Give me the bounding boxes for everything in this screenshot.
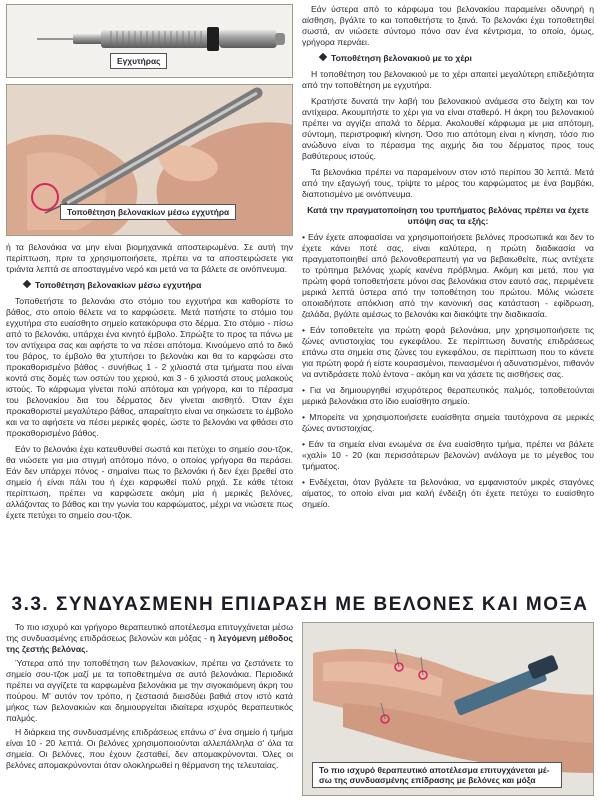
section-intro: [6, 622, 293, 655]
right-subheading-text: Τοποθέτηση βελονακιού με το χέρι: [331, 53, 472, 63]
right-subheading-hand: [302, 53, 594, 64]
right-paragraph-5: Κατά την πραγματοποίηση του τρυπήματος βελόνας πρέπει να έχετε υπόψη σας τα εξής:: [307, 205, 589, 226]
section-intro-bold: η λεγόμενη μέθοδος της ζεστής βελόνας.: [6, 633, 293, 654]
fingers-caption: Το πιο ισχυρό θεραπευτικό αποτέλεσμα επιτυγχάνεται μέ- σω της συνδυασμένης επίδρασης με βελόνες και μόξα: [312, 762, 562, 788]
left-paragraph-1: ή τα βελονάκια να μην είναι βιομηχανικά αποστειρωμένα. Σε αυτή την περίπτωση, πριν τα χρησιμοποιήσετε, πρέπει να τα αποστειρώσετε για τριάντα λεπτά σε αποσταγμένο νερό και μετά να τα βάλετε σε οινόπνευμα.: [6, 242, 293, 274]
right-paragraph-2: Η τοποθέτηση του βελονακιού με το χέρι απαιτεί μεγαλύτερη επιδεξιότητα από την τοποθέτηση με εγχυτήρα.: [302, 69, 594, 90]
section-intro-normal: Το πιο ισχυρό και γρήγορο θεραπευτικό αποτέλεσμα επιτυγχάνεται μέσω της συνδυασμένης επιδράσεως βελονών και μόξας -: [6, 622, 293, 643]
left-paragraph-3: Εάν το βελονάκι έχει κατευθυνθεί σωστά και πετύχει το σημείο σου-τζοκ, θα νιώσετε για μια στιγμή απότομο πόνο, ο οποίος γρήγορα θα περάσει. Εάν δεν υπάρχει πόνος - σημαίνει πως το βελονάκι ή δεν έχει βρεθεί στο σημείο ή είναι πάλι του ή έχει καρφωθεί πολύ ρηχά. Σε κάθε τέτοια περίπτωση, πρέπει να καρφώσετε ακόμη μία ή μερικές βελόνες, αλλάζοντας το βάθος και την γωνία του καρφώματος, μέχρι να νιώσετε πως έχετε πετύχει το σημείο σου-τζοκ.: [6, 444, 293, 520]
bullet-diamond-icon: [319, 53, 327, 61]
right-paragraph-3: Κρατήστε δυνατά την λαβή του βελονακιού ανάμεσα στο δείχτη και τον αντίχειρα. Ακουμπήστε το χέρι για να είναι σταθερό. Η άκρη του βελονακιού πρέπει να αγγίζει απαλά το δέρμα. Ακολουθεί κάρφωμα με μια απότομη, σύντομη, περιστροφική κίνηση. Όσο πιο απότομη είναι η κίνηση, τόσο πιο ανώδυνο είναι το πέρασμα της αιχμής δια του δέρματος προς τους βαθύτερους ιστούς.: [302, 96, 594, 161]
right-paragraph-4: Τα βελονάκια πρέπει να παραμείνουν στον ιστό περίπου 30 λεπτά. Μετά από την εξαγωγή τους, τρίψτε το μέρος του καρφώματος με ένα βαμβάκι, διαποτισμένο με οινόπνευμα.: [302, 167, 594, 199]
right-bullet-6: • Ενδέχεται, όταν βγάλετε τα βελονάκια, να εμφανιστούν μικρές σταγόνες αίματος, το οποίο είναι μια καλή ένδειξη ότι έχετε πετύχει το ευαίσθητο σημείο.: [302, 477, 594, 509]
left-column: [6, 4, 293, 584]
left-subheading-syringe: [6, 280, 293, 291]
right-column: [302, 4, 594, 584]
section-paragraph-2: Ύστερα από την τοποθέτηση των βελονακίων, πρέπει να ζεστάνετε το σημείο σου-τζοκ μαζί με τα τοποθετημένα σε αυτό βελονάκια. Περιοδικά πρέπει να αγγίζετε τα καρφωμένα βελονάκια με την σιγοκαιόμενη άκρη του πούρου. Μ' αυτόν τον τρόπο, η ζεστασιά διεισδύει βαθιά στον ιστό κατά μήκος των βελονακιών και δημιουργείται ιδιαίτερα ισχυρός θεραπευτικός παλμός.: [6, 658, 293, 723]
hands-caption: Τοποθέτηση βελονακίων μέσω εγχυτήρα: [60, 204, 236, 220]
syringe-caption: Εγχυτήρας: [110, 53, 167, 69]
right-bullet-3: • Για να δημιουργηθεί ισχυρότερος θεραπευτικός παλμός, τοποθετούνται μερικά βελονάκια στο ίδιο ευαίσθητο σημείο.: [302, 385, 594, 406]
section-text: [6, 622, 293, 771]
right-bullet-2: • Εάν τοποθετείτε για πρώτη φορά βελονάκια, μην χρησιμοποιήσετε τις ζώνες αντιστοιχίας του εγκεφάλου. Σε περίπτωση δυνατής επιδράσεως επάνω στα σημεία στις ζώνες του εγκεφάλου, σε περίπτωση που το κάνετε για πρώτη φορά ή είστε κουρασμένοι, πεινασμένοι ή αδυνατισμένοι, πιθανόν να αντιδράσετε πολύ έντονα - ακόμη και να χάσετε τις αισθήσεις σας.: [302, 325, 594, 379]
right-bullet-5: • Εάν τα σημεία είναι ενωμένα σε ένα ευαίσθητο τμήμα, πρέπει να βάλετε «χαλί» 10 - 20 (και περισσότερων βελονών) ανάλογα με το μέγεθος του τμήματος.: [302, 439, 594, 471]
section-title: 3.3. ΣΥΝΔΥΑΣΜΕΝΗ ΕΠΙΔΡΑΣΗ ΜΕ ΒΕΛΟΝΕΣ ΚΑΙ ΜΟΞΑ: [11, 594, 589, 615]
right-paragraph-1: Εάν ύστερα από το κάρφωμα του βελονακίου παραμείνει οδυνηρή η αίσθηση, βγάλτε το και τοποθετήστε το ξανά. Το βελονάκι έχει τοποθετηθεί σωστά, αν νιώσετε σύντομο πόνο σαν ένα κέντρισμα, το οποίο, όμως, γρήγορα περνάει.: [302, 4, 594, 47]
right-bullet-1: • Εάν έχετε αποφασίσει να χρησιμοποιήσετε βελόνες προσωπικά και δεν το έχετε κάνει ποτέ σας, είναι καλύτερα, η πρώτη διαδικασία να πραγματοποιηθεί από βελονοθεραπευτή για να βεβαιωθείτε, πως αντέχετε το τρύπημα βελόνας χωρίς κανένα πρόβλημα. Ακόμη και μετά, που για πρώτη φορά τοποθετήσετε μόνοι σας βελονάκια στον εαυτό σας, περιμένετε μερικά λεπτά ύστερα από την τοποθέτηση του πρώτου. Μόλις νιώσετε οποιαδήποτε απόκλιση από την κανονική σας κατάσταση - εφίδρωση, ζαλάδα, βγάλτε αμέσως το βελονάκι και διακόψτε την διαδικασία.: [302, 232, 594, 319]
right-bullet-4: • Μπορείτε να χρησιμοποιήσετε ευαίσθητα σημεία ταυτόχρονα σε μερικές ζώνες αντιστοιχίας.: [302, 412, 594, 433]
left-paragraph-2: Τοποθετήστε το βελονάκι στο στόμιο του εγχυτήρα και καθορίστε το βάθος, στο οποίο θέλετε να το καρφώσετε. Μετά πατήστε το στόμιο του εγχυτήρα στο ευαίσθητο σημείο κατακόρυφα στο δέρμα. Στο στόμιο - πίσω από το βελονάκι, υπάρχει ένα κινητό έμβολο. Σπρώξτε το προς τα πάνω με τον αντίχειρα σας και αφήστε το να πέσει απότομα. Κινούμενο από το δικό του βάρος, το έμβολο θα χτυπήσει το βελονάκι και θα το καρφώσει στο προκαθορισμένο βάθος - συνήθως 1 - 2 χιλιοστά στα τμήματα που είναι κοντά στις δομές των οστών του χεριού, και 3 - 6 χιλιοστά στους μαλακούς ιστούς. Το κάρφωμα γίνεται πολύ απότομα και γρήγορα, και το πέρασμα του βελονακίου δια του δέρματος δεν γίνεται αισθητό. Όταν έχει προκαθοριστεί μεγαλύτερο βάθος, απαραίτητο είναι να σηκώσετε το έμβολο και να το αφήσετε να πέσει μερικές φορές, ώστε το βελονάκι να φθάσει στο προκαθορισμένο βάθος.: [6, 296, 293, 438]
left-subheading-text: Τοποθέτηση βελονακίων μέσω εγχυτήρα: [35, 280, 202, 290]
section-paragraph-3: Η διάρκεια της συνδυασμένης επιδράσεως επάνω σ' ένα σημείο ή τμήμα είναι 10 - 20 λεπτά. Οι βελόνες χρησιμοποιούνται αλλεπάλληλα σ' όλα τα σημεία. Οι βελόνες, που έχουν ζεσταθεί, δεν απομακρύνονται. Όλες οι βελόνες απομακρύνονται όταν ολοκληρωθεί η θέρμανση της τελευταίας.: [6, 727, 293, 770]
bullet-diamond-icon: [23, 280, 31, 288]
